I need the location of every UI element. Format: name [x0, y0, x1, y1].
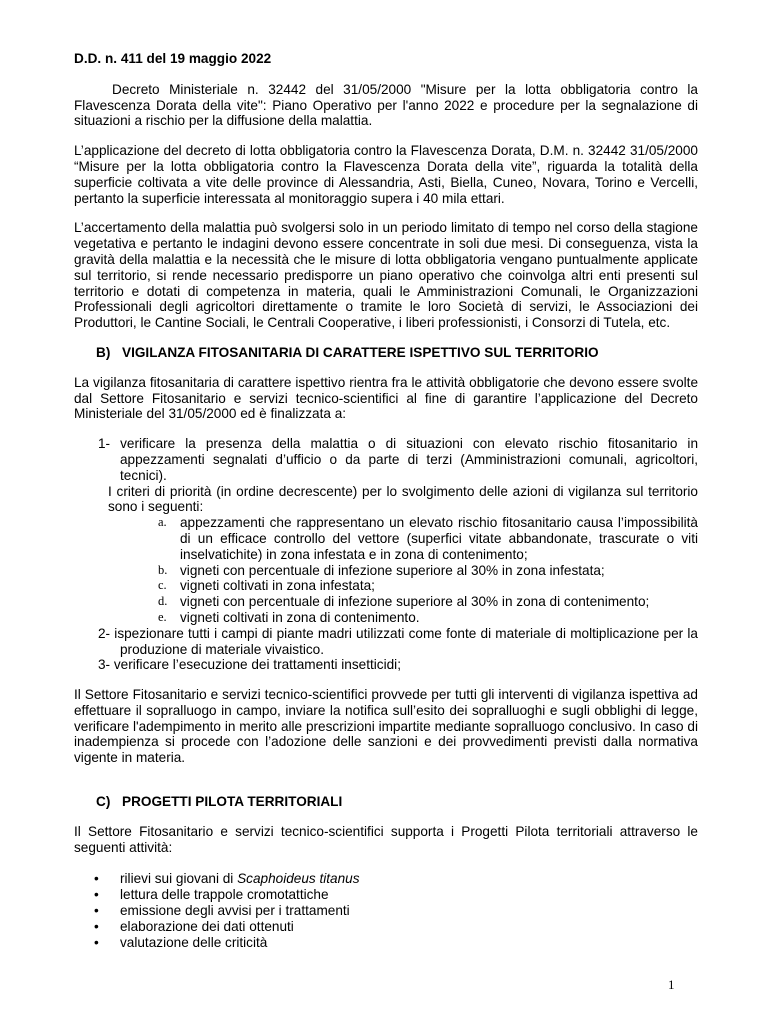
section-b-title: VIGILANZA FITOSANITARIA DI CARATTERE ISPETTIVO SUL TERRITORIO: [122, 344, 599, 360]
bullet-icon: •: [94, 887, 99, 903]
section-b-numbered-list: [98, 436, 698, 673]
priority-criteria-list: [132, 515, 698, 626]
activity-item-2: [94, 887, 698, 903]
activity-item-1: [94, 871, 698, 887]
criteria-text-d: vigneti con percentuale di infezione superiore al 30% in zona di contenimento;: [180, 594, 650, 610]
criteria-mark-c: c.: [158, 578, 167, 593]
document-body: [74, 51, 698, 950]
criteria-mark-a: a.: [158, 515, 167, 530]
activity-text-2: lettura delle trappole cromotattiche: [120, 887, 329, 903]
activity-text-3: emissione degli avvisi per i trattamenti: [120, 903, 350, 919]
activity-item-5: [94, 935, 698, 951]
criteria-text-b: vigneti con percentuale di infezione superiore al 30% in zona infestata;: [180, 562, 605, 578]
criteria-item-c: [132, 578, 698, 594]
criteria-mark-d: d.: [158, 594, 168, 609]
bullet-icon: •: [94, 934, 99, 950]
criteria-item-b: [132, 563, 698, 579]
activity-item-4: [94, 919, 698, 935]
assessment-paragraph: L’accertamento della malattia può svolgersi solo in un periodo limitato di tempo nel corso della stagione vegetativa e pertanto le indagini devono essere concentrate in soli due mesi. Di conseguenza, vista la gravità della malattia e la necessità che le misure di lotta obbligatoria vengano puntualmente applicate sul territorio, si rende necessario predisporre un piano operativo che coinvolga altri enti presenti sul territorio e dotati di competenza in materia, quali le Amministrazioni Comunali, le Organizzazioni Professionali degli agricoltori direttamente o tramite le loro Società di servizi, le Associazioni dei Produttori, le Cantine Sociali, le Centrali Cooperative, i liberi professionisti, i Consorzi di Tutela, etc.: [74, 220, 698, 331]
section-c-heading: [74, 794, 698, 810]
page-number: 1: [668, 977, 675, 992]
activity-item-3: [94, 903, 698, 919]
numbered-item-1: 1- verificare la presenza della malattia o di situazioni con elevato rischio fitosanitario in appezzamenti segnalati d’ufficio o da parte di terzi (Amministrazioni comunali, agricoltori, tecnici).: [98, 436, 698, 483]
activity-text-4: elaborazione dei dati ottenuti: [120, 918, 294, 934]
numbered-item-2: 2- ispezionare tutti i campi di piante madri utilizzati come fonte di materiale di moltiplicazione per la produzione di materiale vivaistico.: [98, 625, 698, 657]
application-paragraph: L’applicazione del decreto di lotta obbligatoria contro la Flavescenza Dorata, D.M. n. 32442 31/05/2000 “Misure per la lotta obbligatoria contro la Flavescenza Dorata della vite”, riguarda la totalità della superficie coltivata a vite delle province di Alessandria, Asti, Biella, Cuneo, Novara, Torino e Vercelli, pertanto la superficie interessata al monitoraggio supera i 40 mila ettari.: [74, 143, 698, 206]
section-c-letter: C): [96, 794, 111, 810]
section-c-title: PROGETTI PILOTA TERRITORIALI: [122, 794, 343, 810]
bullet-icon: •: [94, 918, 99, 934]
criteria-text-e: vigneti coltivati in zona di contenimento.: [180, 609, 420, 625]
activity-text-1-prefix: rilievi sui giovani di: [120, 871, 238, 887]
numbered-item-3: 3- verificare l’esecuzione dei trattamenti insetticidi;: [98, 657, 401, 673]
section-b-letter: B): [96, 344, 111, 360]
activities-list: [94, 871, 698, 950]
criteria-item-d: [132, 594, 698, 610]
criteria-text-c: vigneti coltivati in zona infestata;: [180, 578, 375, 594]
activity-text-1-species: Scaphoideus titanus: [237, 871, 360, 887]
section-c-intro: Il Settore Fitosanitario e servizi tecnico-scientifici supporta i Progetti Pilota territoriali attraverso le seguenti attività:: [74, 823, 698, 855]
criteria-item-a: [132, 515, 698, 562]
criteria-mark-e: e.: [158, 609, 167, 624]
section-b-heading: [74, 345, 698, 361]
section-b-intro: La vigilanza fitosanitaria di carattere ispettivo rientra fra le attività obbligatorie che devono essere svolte dal Settore Fitosanitario e servizi tecnico-scientifici al fine di garantire l’applicazione del Decreto Ministeriale del 31/05/2000 ed è finalizzata a:: [74, 374, 698, 422]
bullet-icon: •: [94, 871, 99, 887]
criteria-item-e: [132, 610, 698, 626]
decree-paragraph: Decreto Ministeriale n. 32442 del 31/05/2000 "Misure per la lotta obbligatoria contro la Flavescenza Dorata della vite": Piano Operativo per l'anno 2022 e procedure per la segnalazione di situazioni a rischio per la diffusione della malattia.: [74, 81, 698, 129]
criteria-mark-b: b.: [158, 562, 168, 577]
criteria-text-a: appezzamenti che rappresentano un elevato rischio fitosanitario causa l’impossibilità di un efficace controllo del vettore (superfici vitate abbandonate, trascurate o viti inselvatichite) in zona infestata e in zona di contenimento;: [180, 515, 698, 562]
section-b-closing: Il Settore Fitosanitario e servizi tecnico-scientifici provvede per tutti gli interventi di vigilanza ispettiva ad effettuare il sopralluogo in campo, inviare la notifica sull’esito dei sopralluoghi e sugli obblighi di legge, verificare l'adempimento in merito alle prescrizioni impartite mediante sopralluogo conclusivo. In caso di inadempienza si procede con l’adozione delle sanzioni e dei provvedimenti previsti dalla normativa vigente in materia.: [74, 687, 698, 766]
activity-text-5: valutazione delle criticità: [120, 934, 268, 950]
bullet-icon: •: [94, 903, 99, 919]
priority-criteria-text: I criteri di priorità (in ordine decrescente) per lo svolgimento delle azioni di vigilanza sul territorio sono i seguenti:: [108, 483, 698, 515]
document-title: D.D. n. 411 del 19 maggio 2022: [74, 51, 272, 66]
